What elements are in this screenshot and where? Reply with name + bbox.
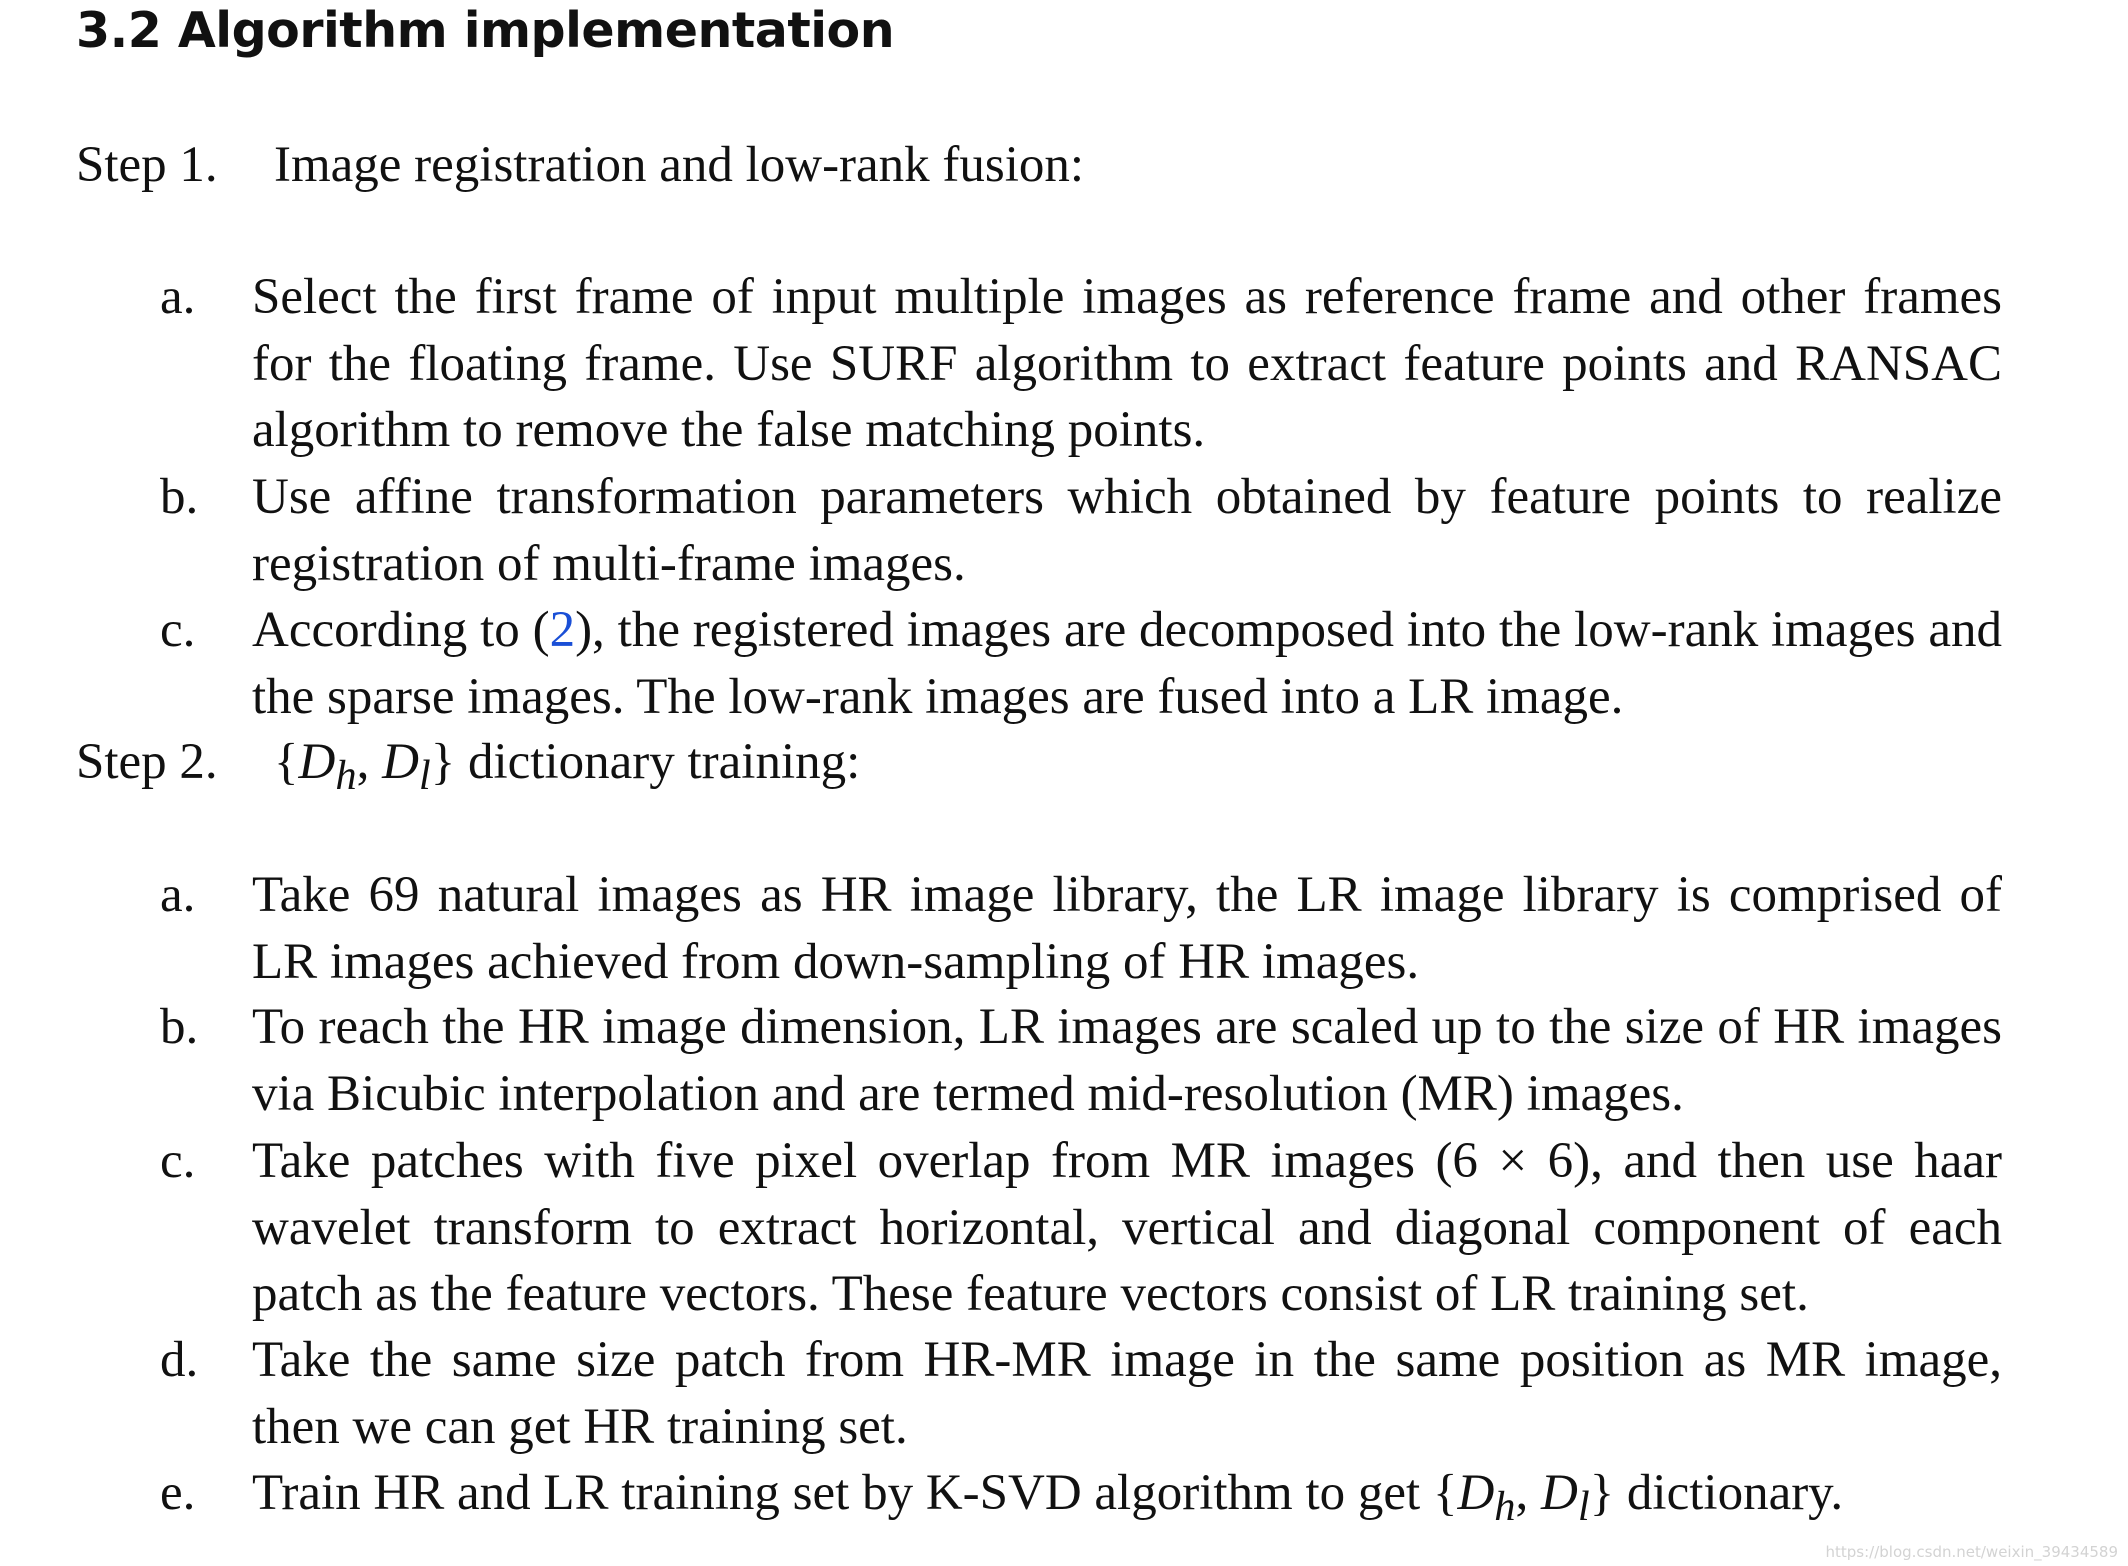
item-text: Take the same size patch from HR-MR image in the same position as MR image, then we can get HR training set.: [252, 1332, 2002, 1455]
step-1-item-a: [160, 264, 2002, 464]
item-text: Take patches with five pixel overlap from MR images (6 × 6), and then use haar wavelet transform to extract horizontal, vertical and diagonal component of each patch as the feature vectors. These feature vectors consist of LR training set.: [252, 1133, 2002, 1322]
item-letter: e.: [160, 1465, 196, 1521]
step-2-item-d: [160, 1327, 2002, 1460]
section-title: 3.2 Algorithm implementation: [76, 2, 895, 59]
item-letter: a.: [160, 867, 196, 923]
step-1-item-b: [160, 464, 2002, 597]
item-letter: b.: [160, 999, 199, 1055]
step-2-heading: [76, 729, 860, 809]
item-letter: d.: [160, 1332, 199, 1388]
item-letter: a.: [160, 269, 196, 325]
item-text: Take 69 natural images as HR image library, the LR image library is comprised of LR images achieved from down-sampling of HR images.: [252, 867, 2002, 990]
watermark: https://blog.csdn.net/weixin_39434589: [1825, 1543, 2118, 1561]
item-text: Select the first frame of input multiple images as reference frame and other frames for the floating frame. Use SURF algorithm to extract feature points and RANSAC algorithm to remove the false matching points.: [252, 269, 2002, 458]
equation-reference-link[interactable]: 2: [549, 602, 576, 658]
step-2-item-a: [160, 862, 2002, 995]
item-letter: c.: [160, 1133, 196, 1189]
step-1-number: Step 1.: [76, 137, 218, 193]
dictionary-symbol: {$D_h$, $D_l$}: [1432, 1465, 1615, 1531]
step-2-item-b: [160, 994, 2002, 1127]
item-letter: c.: [160, 602, 196, 658]
dictionary-symbol: {$D_h$, $D_l$}: [274, 734, 456, 800]
step-1-title: Image registration and low-rank fusion:: [274, 137, 1085, 193]
step-2-item-c: [160, 1128, 2002, 1328]
step-2-title: dictionary training:: [455, 734, 861, 790]
item-letter: b.: [160, 469, 199, 525]
item-text: According to (2), the registered images are decomposed into the low-rank images and the sparse images. The low-rank images are fused into a LR image.: [252, 602, 2002, 725]
item-text: To reach the HR image dimension, LR images are scaled up to the size of HR images via Bicubic interpolation and are termed mid-resolution (MR) images.: [252, 999, 2002, 1122]
item-text: Use affine transformation parameters which obtained by feature points to realize registration of multi-frame images.: [252, 469, 2002, 592]
step-1-item-c: [160, 597, 2002, 730]
step-2-number: Step 2.: [76, 734, 218, 790]
item-text: Train HR and LR training set by K-SVD algorithm to get {$D_h$, $D_l$} dictionary.: [252, 1465, 1844, 1531]
step-2-item-e: [160, 1460, 2002, 1541]
step-1-heading: [76, 132, 1084, 198]
